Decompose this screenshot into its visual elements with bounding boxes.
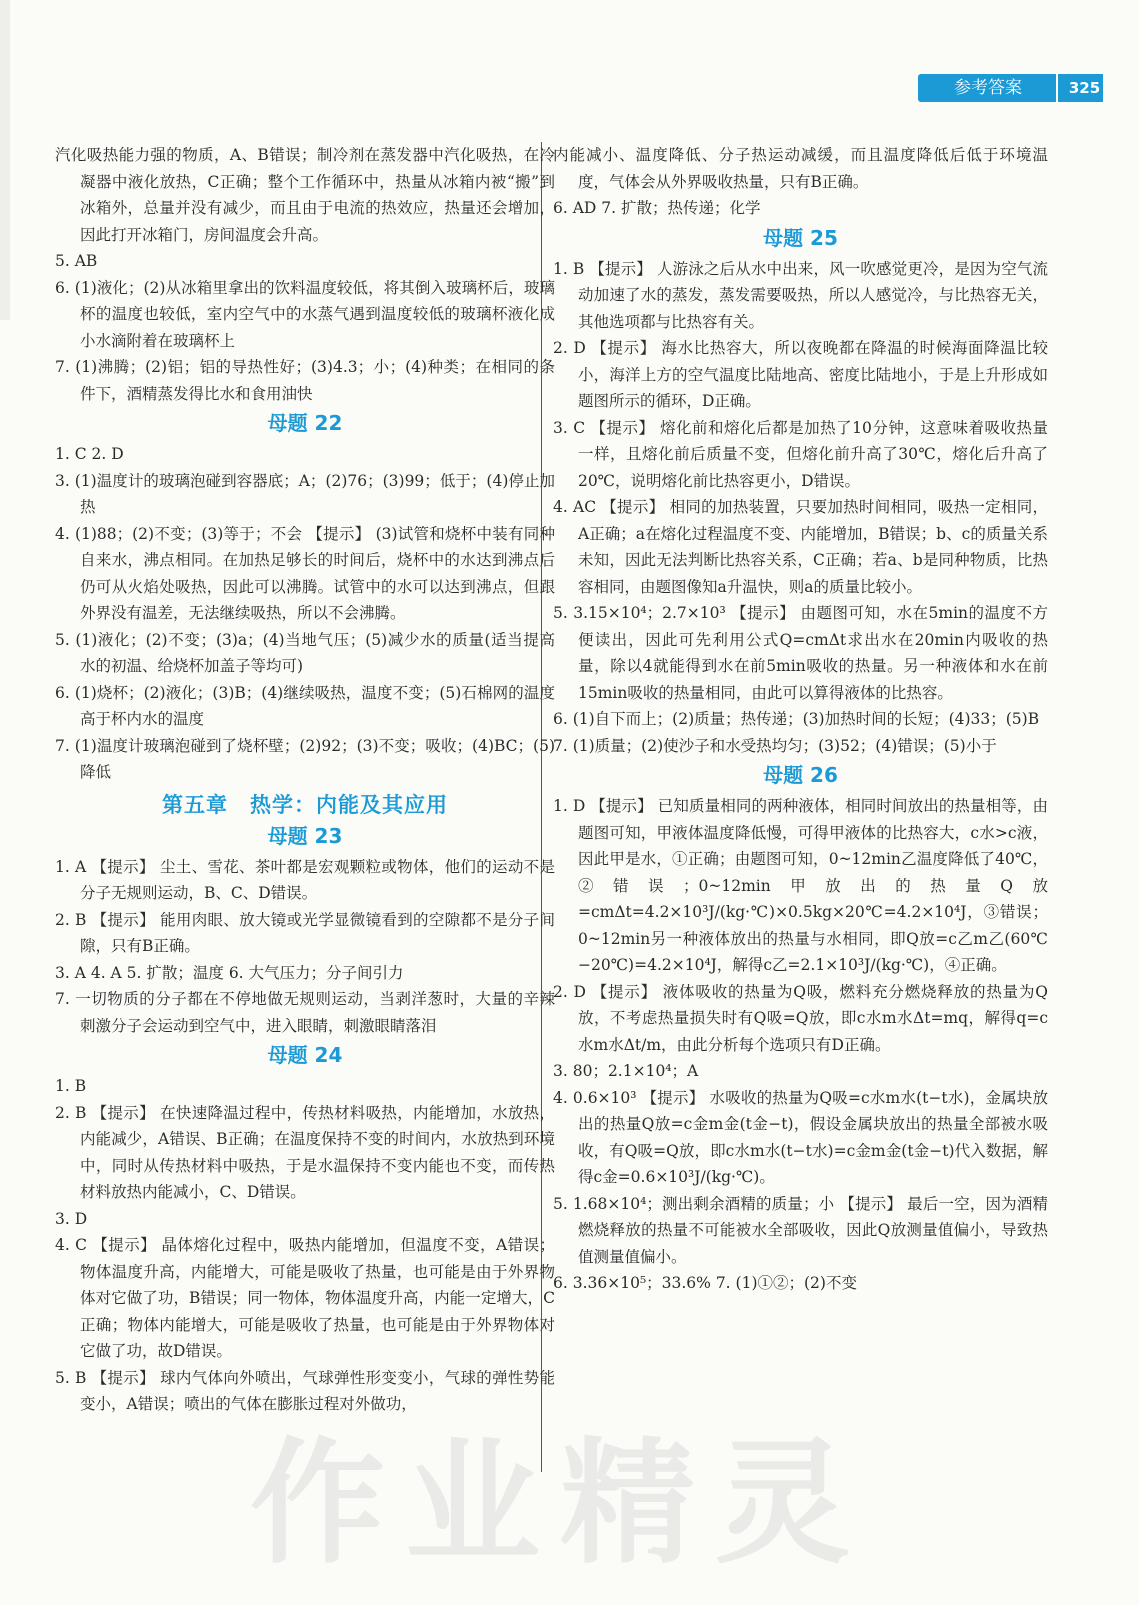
watermark-text: 作业精灵 bbox=[250, 1425, 870, 1582]
answer-item: 5. AB bbox=[55, 252, 98, 270]
answer-item: 6. 3.36×10⁵；33.6% 7. (1)①②；(2)不变 bbox=[553, 1274, 857, 1292]
answer-item: 5. B 【提示】 球内气体向外喷出，气球弹性形变变小，气球的弹性势能变小，A错误；喷出的气体在膨胀过程对外做功， bbox=[55, 1368, 555, 1413]
answer-item: 6. (1)自下而上；(2)质量；热传递；(3)加热时间的长短；(4)33；(5)B bbox=[553, 710, 1040, 728]
answer-item: 3. D bbox=[55, 1209, 88, 1228]
answer-item: 2. B 【提示】 在快速降温过程中，传热材料吸热，内能增加，水放热，内能减少，A错误、B正确；在温度保持不变的时间内，水放热到环境中，同时从传热材料中吸热，于是水温保持不变内能也不变，而传热材料放热内能减小，C、D错误。 bbox=[55, 1103, 555, 1201]
chapter-title: 第五章 热学：内能及其应用 bbox=[162, 792, 448, 817]
page-number: 325 bbox=[1066, 74, 1103, 102]
section-heading: 母题 24 bbox=[267, 1043, 343, 1067]
answer-item: 3. C 【提示】 熔化前和熔化后都是加热了10分钟，这意味着吸收热量一样，且熔化前后质量不变，但熔化前升高了30℃，熔化后升高了20℃，说明熔化前比热容更小，D错误。 bbox=[553, 418, 1048, 490]
answer-item: 1. C 2. D bbox=[55, 445, 124, 463]
answer-item: 7. (1)质量；(2)使沙子和水受热均匀；(3)52；(4)错误；(5)小于 bbox=[553, 736, 997, 755]
section-heading: 母题 22 bbox=[267, 411, 343, 435]
answer-item: 1. B bbox=[55, 1077, 87, 1095]
answer-item: 1. B 【提示】 人游泳之后从水中出来，风一吹感觉更冷，是因为空气流动加速了水的蒸发，蒸发需要吸热，所以人感觉冷，与比热容无关，其他选项都与比热容有关。 bbox=[553, 259, 1048, 331]
answer-item: 4. (1)88；(2)不变；(3)等于；不会 【提示】 (3)试管和烧杯中装有同种自来水，沸点相同。在加热足够长的时间后，烧杯中的水达到沸点后仍可从火焰处吸热，因此可以沸腾。试管中的水可以达到沸点，但跟外界没有温差，无法继续吸热，所以不会沸腾。 bbox=[55, 524, 555, 622]
answer-item: 6. (1)液化；(2)从冰箱里拿出的饮料温度较低，将其倒入玻璃杯后，玻璃杯的温度也较低，室内空气中的水蒸气遇到温度较低的玻璃杯液化成小水滴附着在玻璃杯上 bbox=[55, 278, 555, 350]
answer-item: 7. (1)沸腾；(2)铝；铝的导热性好；(3)4.3；小；(4)种类；在相同的条件下，酒精蒸发得比水和食用油快 bbox=[55, 358, 555, 403]
answer-item: 1. A 【提示】 尘土、雪花、茶叶都是宏观颗粒或物体，他们的运动不是分子无规则运动，B、C、D错误。 bbox=[55, 857, 555, 902]
section-heading: 母题 25 bbox=[763, 225, 838, 250]
answer-item: 2. D 【提示】 海水比热容大，所以夜晚都在降温的时候海面降温比较小，海洋上方的空气温度比陆地高、密度比陆地小，于是上升形成如题图所示的循环，D正确。 bbox=[553, 339, 1048, 410]
answer-key-label: 参考答案 bbox=[918, 74, 1058, 102]
answer-item: 6. AD 7. 扩散；热传递；化学 bbox=[553, 199, 761, 217]
left-column bbox=[55, 142, 555, 1418]
answer-item: 1. D 【提示】 已知质量相同的两种液体，相同时间放出的热量相等，由题图可知，甲液体温度降低慢，可得甲液体的比热容大，c水>c液，因此甲是水，①正确；由题图可知，0~12min乙温度降低了40℃，②错误；0~12min甲放出的热量Q放=cmΔt=4.2×10³J/(kg·℃)×0.5kg×20℃=4.2×10⁴J，③错误；0~12min另一种液体放出的热量与水相同，即Q放=c乙m乙(60℃−20℃)=4.2×10⁴J，解得c乙=2.1×10³J/(kg·℃)，④正确。 bbox=[553, 797, 1048, 974]
answer-item: 6. (1)烧杯；(2)液化；(3)B；(4)继续吸热，温度不变；(5)石棉网的温度高于杯内水的温度 bbox=[55, 683, 555, 728]
answer-item: 5. (1)液化；(2)不变；(3)a；(4)当地气压；(5)减少水的质量(适当提高水的初温、给烧杯加盖子等均可) bbox=[55, 630, 555, 675]
answer-item: 7. (1)温度计玻璃泡碰到了烧杯壁；(2)92；(3)不变；吸收；(4)BC；(5)降低 bbox=[55, 736, 555, 781]
page-header bbox=[918, 74, 1103, 102]
answer-item: 4. 0.6×10³ 【提示】 水吸收的热量为Q吸=c水m水(t−t水)，金属块放出的热量Q放=c金m金(t金−t)，假设金属块放出的热量全部被水吸收，有Q吸=Q放，即c水m水(t−t水)=c金m金(t金−t)代入数据，解得c金=0.6×10³J/(kg·℃)。 bbox=[553, 1088, 1048, 1186]
answer-item: 2. B 【提示】 能用肉眼、放大镜或光学显微镜看到的空隙都不是分子间隙，只有B正确。 bbox=[55, 910, 555, 955]
section-heading: 母题 23 bbox=[267, 823, 343, 848]
answer-item: 汽化吸热能力强的物质，A、B错误；制冷剂在蒸发器中汽化吸热，在冷凝器中液化放热，C正确；整个工作循环中，热量从冰箱内被“搬”到冰箱外，总量并没有减少，而且由于电流的热效应，热量还会增加，因此打开冰箱门，房间温度会升高。 bbox=[55, 146, 555, 244]
answer-item: 7. 一切物质的分子都在不停地做无规则运动，当剥洋葱时，大量的辛辣刺激分子会运动到空气中，进入眼睛，刺激眼睛落泪 bbox=[55, 990, 555, 1035]
page-edge-shadow bbox=[0, 0, 10, 320]
answer-item: 4. C 【提示】 晶体熔化过程中，吸热内能增加，但温度不变，A错误；物体温度升高，内能增大，可能是吸收了热量，也可能是由于外界物体对它做了功，B错误；同一物体，物体温度升高，内能一定增大，C正确；物体内能增大，可能是吸收了热量，也可能是由于外界物体对它做了功，故D错误。 bbox=[55, 1236, 555, 1360]
answer-item: 5. 1.68×10⁴；测出剩余酒精的质量；小 【提示】 最后一空，因为酒精燃烧释放的热量不可能被水全部吸收，因此Q放测量值偏小，导致热值测量值偏小。 bbox=[553, 1194, 1048, 1266]
answer-item: 5. 3.15×10⁴；2.7×10³ 【提示】 由题图可知，水在5min的温度不方便读出，因此可先利用公式Q=cmΔt求出水在20min内吸收的热量，除以4就能得到水在前5min吸收的热量。另一种液体和水在前15min吸收的热量相同，由此可以算得液体的比热容。 bbox=[553, 604, 1048, 702]
right-column bbox=[553, 142, 1048, 1297]
answer-item: 3. (1)温度计的玻璃泡碰到容器底；A；(2)76；(3)99；低于；(4)停止加热 bbox=[55, 471, 555, 516]
answer-item: 3. 80；2.1×10⁴；A bbox=[553, 1062, 699, 1080]
answer-item: 内能减小、温度降低、分子热运动减缓，而且温度降低后低于环境温度，气体会从外界吸收热量，只有B正确。 bbox=[553, 146, 1048, 191]
section-heading: 母题 26 bbox=[763, 763, 838, 787]
answer-item: 2. D 【提示】 液体吸收的热量为Q吸，燃料充分燃烧释放的热量为Q放，不考虑热量损失时有Q吸=Q放，即c水m水Δt=mq，解得q=c水m水Δt/m，由此分析每个选项只有D正确。 bbox=[553, 982, 1048, 1054]
answer-item: 3. A 4. A 5. 扩散；温度 6. 大气压力；分子间引力 bbox=[55, 963, 404, 982]
answer-item: 4. AC 【提示】 相同的加热装置，只要加热时间相同，吸热一定相同，A正确；a在熔化过程温度不变、内能增加，B错误；b、c的质量关系未知，因此无法判断比热容关系，C正确；若a、b是同种物质，比热容相同，由题图像知a升温快，则a的质量比较小。 bbox=[553, 498, 1048, 596]
